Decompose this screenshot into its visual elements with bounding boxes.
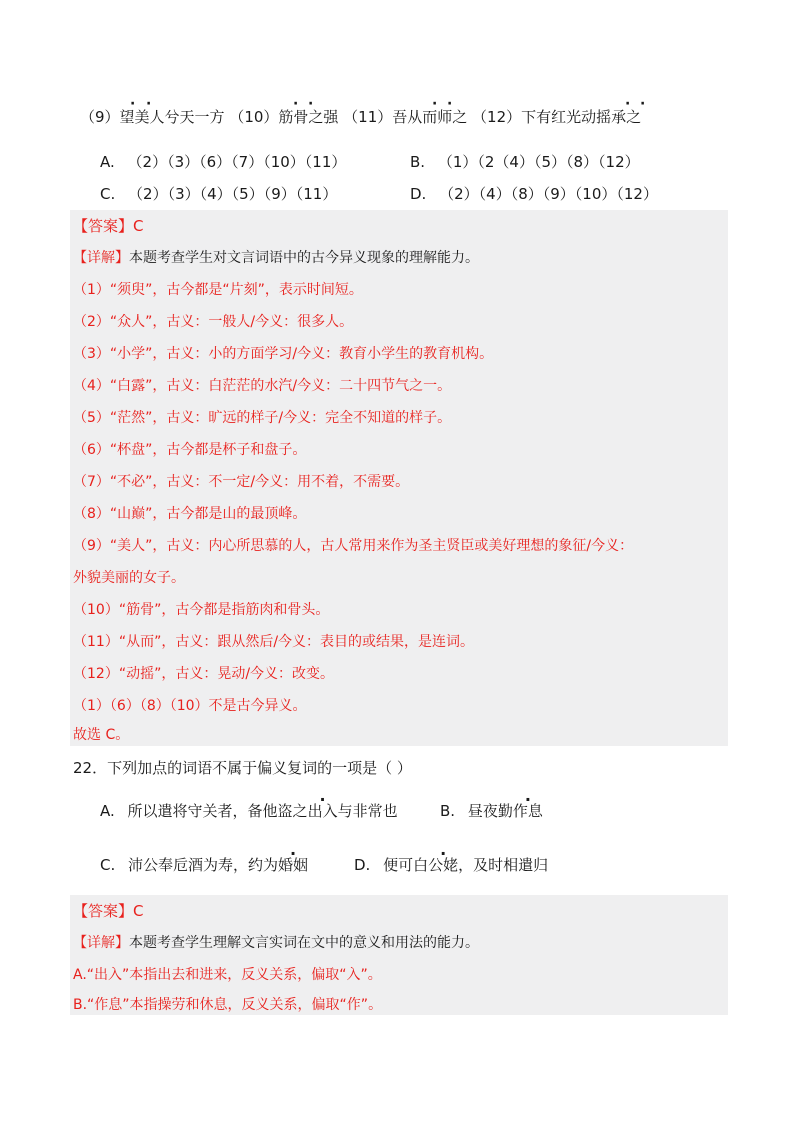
option-text: （2）（3）（6）（7）（10）（11） [127, 153, 347, 171]
q21-detail-line: （2）“众人”，古义：一般人/今义：很多人。 [73, 314, 354, 330]
option-text-post: 与非常也 [337, 802, 398, 820]
q21-detail-line: （8）“山巅”，古今都是山的最顶峰。 [73, 506, 307, 522]
q21-detail-line: 故选 C。 [73, 727, 130, 743]
q21-detail-line: （1）“须臾”，古今都是“片刻”，表示时间短。 [73, 282, 363, 298]
detail-label: 【详解】 [73, 935, 129, 951]
q21-detail-line: （3）“小学”，古义：小的方面学习/今义：教育小学生的教育机构。 [73, 346, 494, 362]
q22-answer [73, 900, 144, 923]
option-text-pre: 沛公奉卮酒为寿，约为 [128, 856, 279, 874]
answer-value: C [133, 217, 144, 235]
q21-stem-text: （9）望美人兮天一方 （10）筋骨之强 （11）吾从而师之 （12）下有红光动摇承之 [80, 108, 642, 126]
q22-option-a [100, 800, 398, 822]
q22-option-d [354, 854, 548, 876]
q21-detail-line: （9）“美人”，古义：内心所思慕的人，古人常用来作为圣主贤臣或美好理想的象征/今义： [73, 538, 634, 554]
q22-detail-line: B.“作息”本指操劳和休息，反义关系，偏取“作”。 [73, 997, 383, 1013]
option-text-post: ，及时相遣归 [458, 856, 549, 874]
q21-detail-line: （5）“茫然”，古义：旷远的样子/今义：完全不知道的样子。 [73, 410, 452, 426]
q21-detail-line: （6）“杯盘”，古今都是杯子和盘子。 [73, 442, 307, 458]
q21-detail-line: 外貌美丽的女子。 [73, 570, 185, 586]
detail-intro-text: 本题考查学生理解文言实词在文中的意义和用法的能力。 [129, 935, 479, 951]
q21-detail-line: （10）“筋骨”，古今都是指筋肉和骨头。 [73, 602, 330, 618]
q21-detail-line: （11）“从而”，古义：跟从然后/今义：表目的或结果，是连词。 [73, 634, 475, 650]
q22-option-b [440, 800, 543, 822]
option-text-pre: 便可白 [383, 856, 429, 874]
emphasis-dots: · · · · · · · · [130, 96, 646, 112]
option-label: A. [100, 153, 115, 171]
option-label: D. [410, 185, 427, 203]
option-text: （1）（2（4）（5）（8）（12） [437, 153, 640, 171]
q21-detail-line: （1）（6）（8）（10）不是古今异义。 [73, 698, 307, 714]
option-label: D. [354, 856, 371, 874]
option-label: A. [100, 802, 115, 820]
q22-detail-line: A.“出入”本指出去和进来，反义关系，偏取“入”。 [73, 967, 382, 983]
q22-option-c [100, 854, 308, 876]
q21-stem-line [80, 106, 641, 128]
answer-label: 【答案】 [73, 902, 134, 920]
option-label: B. [410, 153, 426, 171]
option-text: （2）（3）（4）（5）（9）（11） [128, 185, 338, 203]
option-text-pre: 所以遣将守关者，备他盗之 [127, 802, 308, 820]
option-text: （2）（4）（8）（9）（10）（12） [439, 185, 658, 203]
q22-detail-intro [73, 932, 479, 954]
q21-answer [73, 215, 144, 238]
option-label: B. [440, 802, 456, 820]
dotted-word: 婚姻 [278, 856, 309, 874]
q21-option-d [410, 183, 658, 205]
option-label: C. [100, 856, 116, 874]
option-label: C. [100, 185, 116, 203]
answer-label: 【答案】 [73, 217, 134, 235]
option-text-pre: 昼夜勤 [467, 802, 513, 820]
dotted-word: 出入 [307, 802, 338, 820]
q21-detail-line: （7）“不必”，古义：不一定/今义：用不着，不需要。 [73, 474, 410, 490]
q21-option-c [100, 183, 337, 205]
q21-option-b [410, 151, 640, 173]
detail-intro-text: 本题考查学生对文言词语中的古今异义现象的理解能力。 [129, 250, 479, 266]
q21-detail-line: （12）“动摇”，古义：晃动/今义：改变。 [73, 666, 335, 682]
q21-detail-intro [73, 247, 479, 269]
q22-stem: 22．下列加点的词语不属于偏义复词的一项是（ ） [73, 759, 412, 777]
answer-value: C [133, 902, 144, 920]
dotted-word: 作息 [512, 802, 543, 820]
q21-detail-line: （4）“白露”，古义：白茫茫的水汽/今义：二十四节气之一。 [73, 378, 452, 394]
q21-option-a [100, 151, 346, 173]
detail-label: 【详解】 [73, 250, 129, 266]
dotted-word: 公姥 [428, 856, 459, 874]
